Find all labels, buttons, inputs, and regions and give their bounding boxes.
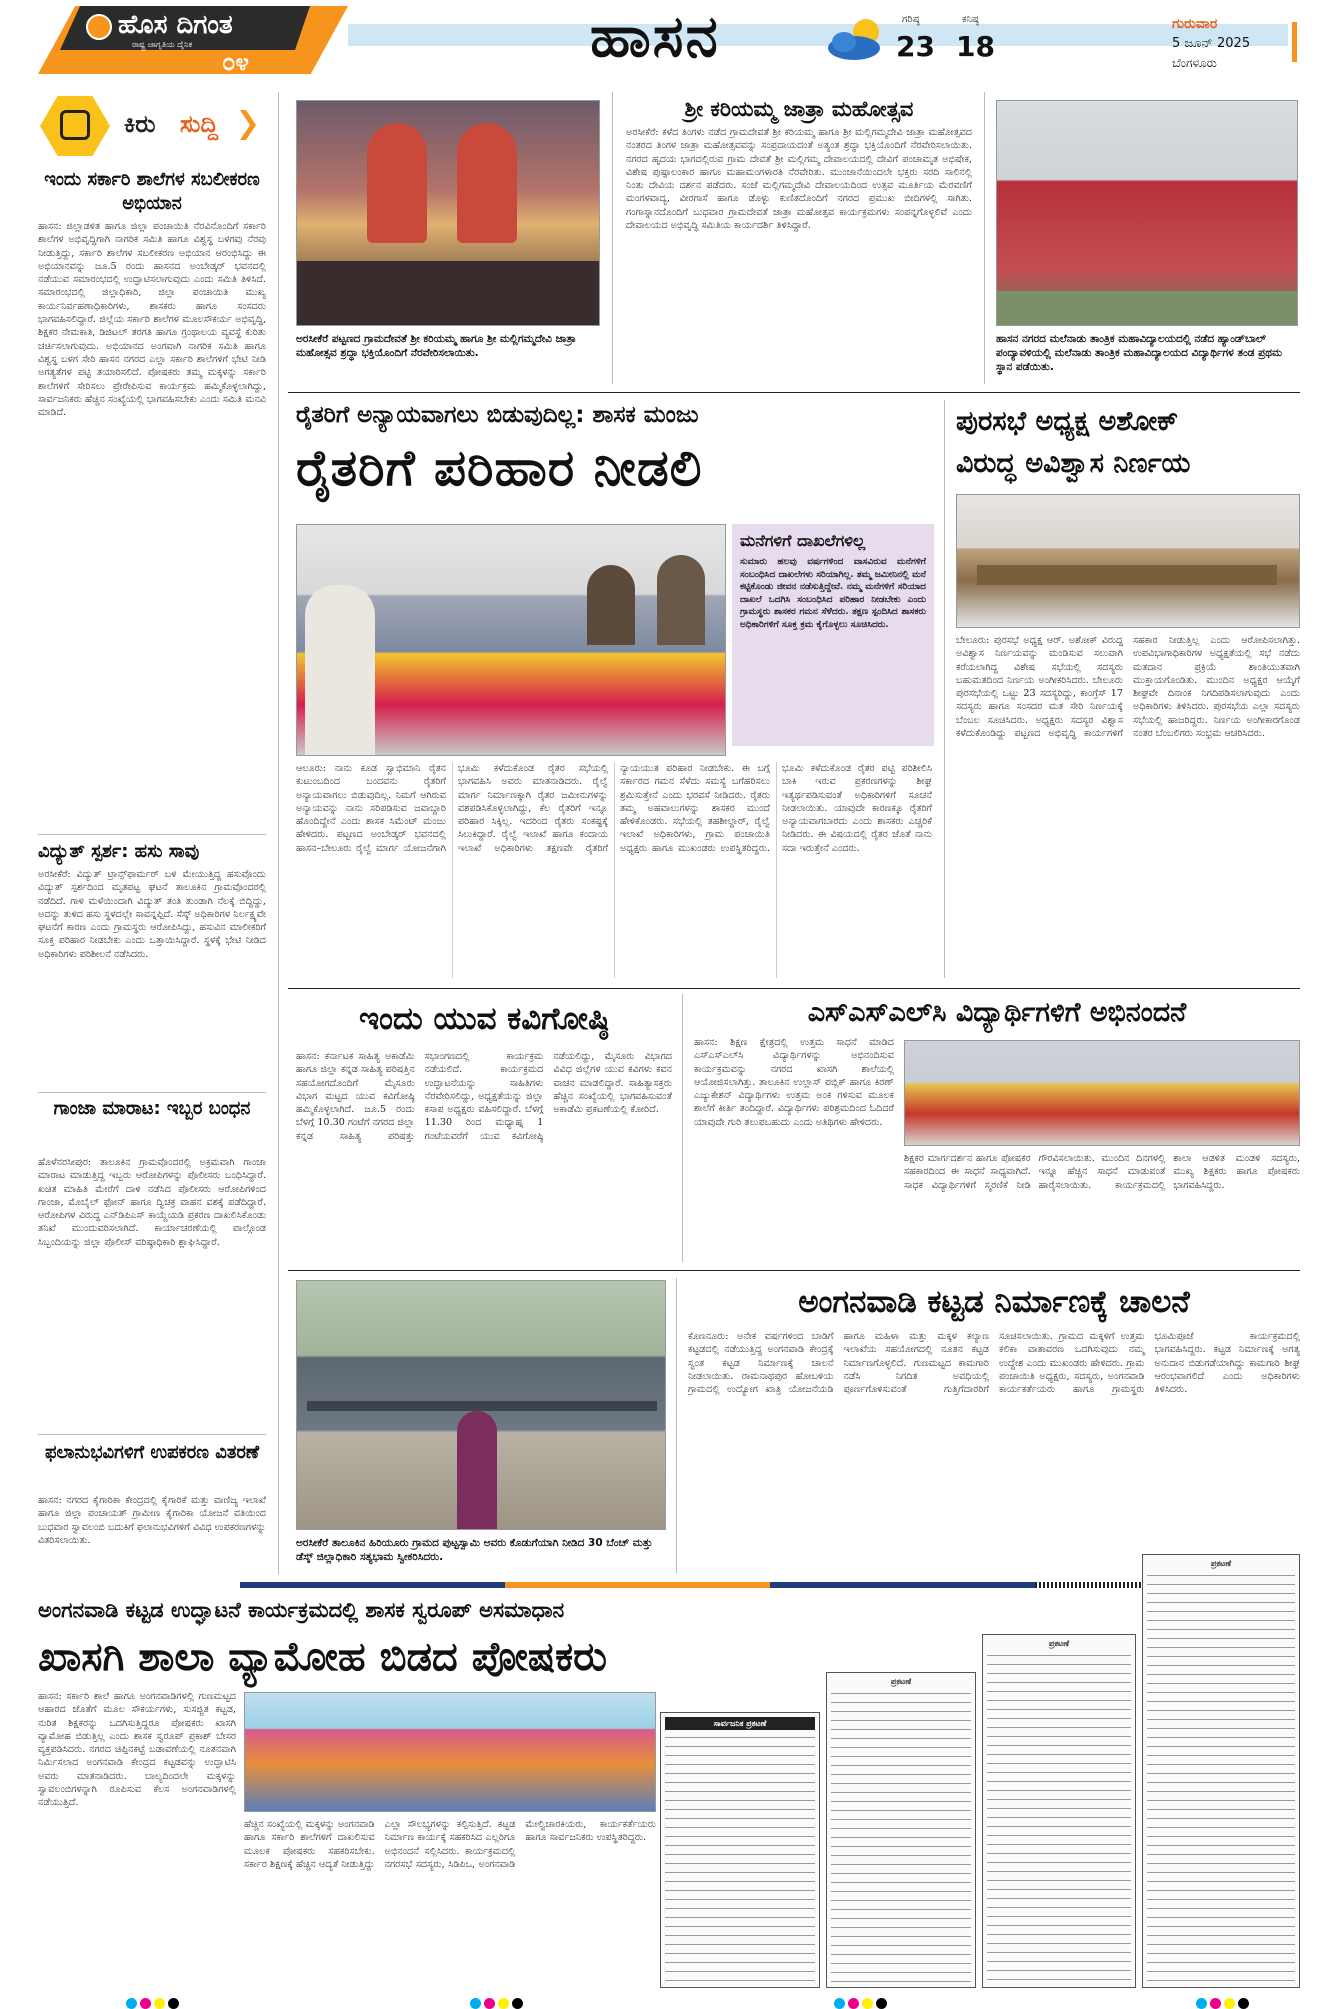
jatre-text: ಅರಸೀಕೆರೆ: ಕಳೆದ ತಿಂಗಳು ನಡೆದ ಗ್ರಾಮದೇವತೆ ಶ್ರೀ ಕರಿಯಮ್ಮ ಹಾಗೂ ಶ್ರೀ ಮಲ್ಲಿಗಮ್ಮದೇವಿ ಜಾತ್ರಾ ಮಹೋತ್ಸವದ ನಂತರದ ತಿಂಗಳ ಜಾತ್ರಾ ಮಹೋತ್ಸವವನ್ನು ಸಂಪ್ರದಾಯದಂತೆ ಅತ್ಯಂತ ಶ್ರದ್ಧಾ ಭಕ್ತಿಯೊಂದಿಗೆ ನೆರವೇರಿಸಲಾಯಿತು. ನಗರದ ಹೃದಯ ಭಾಗದಲ್ಲಿರುವ ಗ್ರಾಮ ದೇವತೆ ಶ್ರೀ ಮಲ್ಲಿಗಮ್ಮ ದೇವಾಲಯದಲ್ಲಿ ದೇವಿಗೆ ಪಂಚಾಮೃತ ಅಭಿಷೇಕ, ವಿಶೇಷ ಪುಷ್ಪಾಲಂಕಾರ ಹಾಗೂ ಮಹಾಮಂಗಳಾರತಿ ನೆರವೇರಿತು. ಮುಂಜಾನೆಯಿಂದಲೇ ಭಕ್ತರು ಸರದಿ ಸಾಲಿನಲ್ಲಿ ನಿಂತು ದೇವಿಯ ದರ್ಶನ ಪಡೆದರು. ಸಂಜೆ ಮಲ್ಲಿಗಮ್ಮದೇವಿ ದೇವಾಲಯದಿಂದ ಉತ್ಸವ ಮೂರ್ತಿಯ ಮೆರವಣಿಗೆ ಮಂಗಳವಾದ್ಯ, ವೀರಗಾಸೆ ಹಾಗೂ ಡೊಳ್ಳು ಕುಣಿತದೊಂದಿಗೆ ನಗರದ ಪ್ರಮುಖ ಬೀದಿಗಳಲ್ಲಿ ಸಾಗಿತು. ಗಂಗಾಸ್ನಾನದೊಂದಿಗೆ ಬುಧವಾರ ಗ್ರಾಮದೇವತೆ ಜಾತ್ರಾ ಮಹೋತ್ಸವ ಕಾರ್ಯಕ್ರಮಗಳು ಸಂಪನ್ನಗೊಳ್ಳಲಿವೆ ಎಂದು ದೇವಾಲಯದ ಅಭಿವೃದ್ಧಿ ಸಮಿತಿಯ ಕಾರ್ಯದರ್ಶಿ ತಿಳಿಸಿದ್ದಾರೆ. <box>626 127 972 232</box>
notice-2 <box>982 1634 1136 1988</box>
left-t4: ಹಾಸನ: ನಗರದ ಕೈಗಾರಿಕಾ ಕೇಂದ್ರದಲ್ಲಿ ಕೈಗಾರಿಕೆ ಮತ್ತು ವಾಣಿಜ್ಯ ಇಲಾಖೆ ಹಾಗೂ ಜಿಲ್ಲಾ ಪಂಚಾಯತ್ ಗ್ರಾಮೀಣ ಕೈಗಾರಿಕಾ ಯೋಜನೆ ವತಿಯಿಂದ ಬುಧವಾರ ಸ್ವಾವಲಂಬಿ ಬದುಕಿಗೆ ಫಲಾನುಭವಿಗಳಿಗೆ ವಿವಿಧ ಉಪಕರಣಗಳನ್ನು ವಿತರಿಸಲಾಯಿತು. <box>38 1495 266 1546</box>
bench-caption: ಅರಸೀಕೆರೆ ತಾಲೂಕಿನ ಹಿರಿಯೂರು ಗ್ರಾಮದ ಪುಟ್ಟಸ್ವಾಮಿ ಅವರು ಕೊಡುಗೆಯಾಗಿ ನೀಡಿದ 30 ಬೆಂಚ್ ಮತ್ತು ಡೆಸ್ಕ್ ಜಿಲ್ಲಾಧಿಕಾರಿ ಸತ್ಯಭಾಮ ಸ್ವೀಕರಿಸಿದರು. <box>296 1537 653 1563</box>
jatre-headline: ಶ್ರೀ ಕರಿಯಮ್ಮ ಜಾತ್ರಾ ಮಹೋತ್ಸವ <box>684 97 914 121</box>
left-h2: ವಿದ್ಯುತ್ ಸ್ಪರ್ಶ: ಹಸು ಸಾವು <box>38 841 200 862</box>
left-h3: ಗಾಂಜಾ ಮಾರಾಟ: ಇಬ್ಬರ ಬಂಧನ <box>53 1098 251 1119</box>
brand-subtitle: ರಾಷ್ಟ್ರ ಜಾಗೃತಿಯ ದೈನಿಕ <box>132 40 193 49</box>
registration-marks-2 <box>470 1994 526 2009</box>
min-temp-label: ಕನಿಷ್ಠ <box>962 14 979 25</box>
bottom-text-1: ಹಾಸನ: ಸರ್ಕಾರಿ ಶಾಲೆ ಹಾಗೂ ಅಂಗನವಾಡಿಗಳಲ್ಲಿ ಗುಣಮಟ್ಟದ ಆಹಾರದ ಜೊತೆಗೆ ಮೂಲ ಸೌಕರ್ಯಗಳು, ಸುಸಜ್ಜಿತ ಕಟ್ಟಡ, ನುರಿತ ಶಿಕ್ಷಕರನ್ನು ಒದಗಿಸುತ್ತಿದ್ದರೂ ಪೋಷಕರು ಖಾಸಗಿ ವ್ಯಾಮೋಹ ಬಿಡುತ್ತಿಲ್ಲ ಎಂದು ಶಾಸಕ ಸ್ವರೂಪ್ ಪ್ರಕಾಶ್ ಬೇಸರ ವ್ಯಕ್ತಪಡಿಸಿದರು. ನಗರದ ಚಿಪ್ಪಿನಕಟ್ಟೆ ಬಡಾವಣೆಯಲ್ಲಿ ನೂತನವಾಗಿ ನಿರ್ಮಿಸಲಾದ ಅಂಗನವಾಡಿ ಕೇಂದ್ರದ ಕಟ್ಟಡವನ್ನು ಉದ್ಘಾಟಿಸಿ ಅವರು ಮಾತನಾಡಿದರು. ಬಾಲ್ಯದಿಂದಲೇ ಮಕ್ಕಳನ್ನು ಸ್ವಾವಲಂಬಿಗಳನ್ನಾಗಿ ರೂಪಿಸುವ ಕೆಲಸ ಅಂಗನವಾಡಿಗಳಲ್ಲಿ ನಡೆಯುತ್ತಿದೆ. <box>38 1691 236 1809</box>
kiru-label: ಕಿರು <box>124 110 156 138</box>
notice-1 <box>826 1672 976 1988</box>
left-h4: ಫಲಾನುಭವಿಗಳಿಗೆ ಉಪಕರಣ ವಿತರಣೆ <box>44 1442 260 1463</box>
notice-3-title: ಪ್ರಕಟಣೆ <box>1210 1559 1232 1568</box>
anganwadi-headline: ಅಂಗನವಾಡಿ ಕಟ್ಟಡ ನಿರ್ಮಾಣಕ್ಕೆ ಚಾಲನೆ <box>798 1284 1190 1320</box>
left-t1: ಹಾಸನ: ಜಿಲ್ಲಾಡಳಿತ ಹಾಗೂ ಜಿಲ್ಲಾ ಪಂಚಾಯಿತಿ ನೆರವಿನೊಂದಿಗೆ ಸರ್ಕಾರಿ ಶಾಲೆಗಳ ಅಭಿವೃದ್ಧಿಗಾಗಿ ನಾಗರಿಕ ಸಮಿತಿ ಹಾಗೂ ವಿಶ್ವಸ್ಥ ಬಳಗವು ನೆರವು ನೀಡುತ್ತಿದ್ದು, ಸರ್ಕಾರಿ ಶಾಲೆಗಳ ಸಬಲೀಕರಣ ಅಭಿಯಾನ ಆರಂಭಿಸಿದ್ದು ಈ ಅಭಿಯಾನವನ್ನು ಜೂ.5 ರಂದು ಹಾಸನದ ಅಂಬೇಡ್ಕರ್ ಭವನದಲ್ಲಿ ನಡೆಯುವ ಸಮಾರಂಭದಲ್ಲಿ ಉದ್ಘಾಟಿಸಲಾಗುವುದು ಎಂದು ಸಮಿತಿ ತಿಳಿಸಿದೆ. ಸಮಾರಂಭದಲ್ಲಿ ಜಿಲ್ಲಾಧಿಕಾರಿ, ಜಿಲ್ಲಾ ಪಂಚಾಯಿತಿ ಮುಖ್ಯ ಕಾರ್ಯನಿರ್ವಹಣಾಧಿಕಾರಿಗಳು, ಶಾಸಕರು ಹಾಗೂ ಸಂಸದರು ಭಾಗವಹಿಸಲಿದ್ದಾರೆ. ಜಿಲ್ಲೆಯ ಸರ್ಕಾರಿ ಶಾಲೆಗಳ ಮೂಲಸೌಕರ್ಯ ಅಭಿವೃದ್ಧಿ, ಶಿಕ್ಷಕರ ನೇಮಕಾತಿ, ಡಿಜಿಟಲ್ ತರಗತಿ ಹಾಗೂ ಗ್ರಂಥಾಲಯ ವ್ಯವಸ್ಥೆ ಕುರಿತು ಚರ್ಚಿಸಲಾಗುವುದು. ಅಭಿಯಾನದ ಅಂಗವಾಗಿ ನಾಗರಿಕ ಸಮಿತಿ ಹಾಗೂ ವಿಶ್ವಸ್ಥ ಬಳಗ ಸೇರಿ ಹಾಸನ ನಗರದ ಎಲ್ಲಾ ಸರ್ಕಾರಿ ಶಾಲೆಗಳಿಗೆ ಭೇಟಿ ನೀಡಿ ಅಗತ್ಯತೆಗಳ ಪಟ್ಟಿ ತಯಾರಿಸಲಿದೆ. ಪೋಷಕರು ತಮ್ಮ ಮಕ್ಕಳನ್ನು ಸರ್ಕಾರಿ ಶಾಲೆಗಳಿಗೆ ಸೇರಿಸಲು ಪ್ರೇರೇಪಿಸುವ ಕಾರ್ಯಕ್ರಮ ಹಮ್ಮಿಕೊಳ್ಳಲಾಗಿದ್ದು, ಸಾರ್ವಜನಿಕರು ಹೆಚ್ಚಿನ ಸಂಖ್ಯೆಯಲ್ಲಿ ಭಾಗವಹಿಸಬೇಕು ಎಂದು ಸಮಿತಿ ಮನವಿ ಮಾಡಿದೆ. <box>38 221 266 419</box>
public-notice-title: ಸಾರ್ವಜನಿಕ ಪ್ರಕಟಣೆ <box>665 1717 815 1730</box>
lead-box-text: ಸುಮಾರು ಹಲವು ವರ್ಷಗಳಿಂದ ವಾಸವಿರುವ ಮನೆಗಳಿಗೆ ಸಂಬಂಧಿಸಿದ ದಾಖಲೆಗಳು ಸರಿಯಾಗಿಲ್ಲ. ತಮ್ಮ ಜಮೀನಿನಲ್ಲಿ ಮನೆ ಕಟ್ಟಿಕೊಂಡು ಜೀವನ ನಡೆಸುತ್ತಿದ್ದೇವೆ. ನಮ್ಮ ಮನೆಗಳಿಗೆ ಸರಿಯಾದ ದಾಖಲೆ ಒದಗಿಸಿ ಸಂಬಂಧಿಸಿದ ಪರಿಹಾರ ನೀಡಬೇಕು ಎಂದು ಗ್ರಾಮಸ್ಥರು ಶಾಸಕರ ಗಮನ ಸೆಳೆದರು. ತಕ್ಷಣ ಸ್ಪಂದಿಸಿದ ಶಾಸಕರು ಅಧಿಕಾರಿಗಳಿಗೆ ಸೂಕ್ತ ಕ್ರಮ ಕೈಗೊಳ್ಳಲು ಸೂಚಿಸಿದರು. <box>740 557 926 630</box>
sslc-photo <box>904 1040 1300 1146</box>
registration-marks-3 <box>834 1994 890 2009</box>
lead-box-headline: ಮನೆಗಳಿಗೆ ದಾಖಲೆಗಳಿಲ್ಲ <box>740 531 866 550</box>
lead-headline: ರೈತರಿಗೆ ಪರಿಹಾರ ನೀಡಲಿ <box>296 439 703 497</box>
jatre-photo <box>296 100 600 326</box>
lead-sidebar-box <box>732 524 934 746</box>
bottom-headline: ಖಾಸಗಿ ಶಾಲಾ ವ್ಯಾಮೋಹ ಬಿಡದ ಪೋಷಕರು <box>38 1634 607 1680</box>
poets-headline: ಇಂದು ಯುವ ಕವಿಗೋಷ್ಠಿ <box>358 1001 610 1037</box>
issue-date: 5 ಜೂನ್ 2025 <box>1172 36 1251 51</box>
suddi-label: ಸುದ್ದಿ <box>180 110 219 138</box>
bottom-kicker: ಅಂಗನವಾಡಿ ಕಟ್ಟಡ ಉದ್ಘಾಟನೆ ಕಾರ್ಯಕ್ರಮದಲ್ಲಿ ಶಾಸಕ ಸ್ವರೂಪ್ ಅಸಮಾಧಾನ <box>38 1598 565 1622</box>
brand-logo-icon <box>86 14 112 40</box>
council-photo <box>956 494 1300 628</box>
registration-marks-4 <box>1196 1994 1252 2009</box>
brand-name: ಹೊಸ ದಿಗಂತ <box>118 10 233 40</box>
jatre-caption: ಅರಸೀಕೆರೆ ಪಟ್ಟಣದ ಗ್ರಾಮದೇವತೆ ಶ್ರೀ ಕರಿಯಮ್ಮ ಹಾಗೂ ಶ್ರೀ ಮಲ್ಲಿಗಮ್ಮದೇವಿ ಜಾತ್ರಾ ಮಹೋತ್ಸವ ಶ್ರದ್ಧಾ ಭಕ್ತಿಯೊಂದಿಗೆ ನೆರವೇರಿಸಲಾಯಿತು. <box>296 333 577 359</box>
date-bar <box>1292 22 1297 62</box>
city: ಬೆಂಗಳೂರು <box>1172 56 1217 70</box>
anganwadi-text: ಕೊಣನೂರು: ಅನೇಕ ವರ್ಷಗಳಿಂದ ಬಾಡಿಗೆ ಕಟ್ಟಡದಲ್ಲಿ ನಡೆಯುತ್ತಿದ್ದ ಅಂಗನವಾಡಿ ಕೇಂದ್ರಕ್ಕೆ ಸ್ವಂತ ಕಟ್ಟಡ ನಿರ್ಮಾಣಕ್ಕೆ ಚಾಲನೆ ನೀಡಲಾಯಿತು. ರಾಮನಾಥಪುರ ಹೋಬಳಿಯ ಗ್ರಾಮದಲ್ಲಿ ಉದ್ಯೋಗ ಖಾತ್ರಿ ಯೋಜನೆಯಡಿ ಹಾಗೂ ಮಹಿಳಾ ಮತ್ತು ಮಕ್ಕಳ ಕಲ್ಯಾಣ ಇಲಾಖೆಯ ಸಹಯೋಗದಲ್ಲಿ ನೂತನ ಕಟ್ಟಡ ನಿರ್ಮಾಣಗೊಳ್ಳಲಿದೆ. ಗುಣಮಟ್ಟದ ಕಾಮಗಾರಿ ನಡೆಸಿ ನಿಗದಿತ ಅವಧಿಯಲ್ಲಿ ಪೂರ್ಣಗೊಳಿಸುವಂತೆ ಗುತ್ತಿಗೆದಾರರಿಗೆ ಸೂಚಿಸಲಾಯಿತು. ಗ್ರಾಮದ ಮಕ್ಕಳಿಗೆ ಉತ್ತಮ ಕಲಿಕಾ ವಾತಾವರಣ ಒದಗಿಸುವುದು ನಮ್ಮ ಉದ್ದೇಶ ಎಂದು ಮುಖಂಡರು ಹೇಳಿದರು. ಗ್ರಾಮ ಪಂಚಾಯಿತಿ ಅಧ್ಯಕ್ಷರು, ಸದಸ್ಯರು, ಅಂಗನವಾಡಿ ಕಾರ್ಯಕರ್ತೆಯರು ಹಾಗೂ ಗ್ರಾಮಸ್ಥರು ಭೂಮಿಪೂಜೆ ಕಾರ್ಯಕ್ರಮದಲ್ಲಿ ಭಾಗವಹಿಸಿದ್ದರು. ಕಟ್ಟಡ ನಿರ್ಮಾಣಕ್ಕೆ ಅಗತ್ಯ ಅನುದಾನ ಬಿಡುಗಡೆಯಾಗಿದ್ದು ಕಾಮಗಾರಿ ಶೀಘ್ರ ಆರಂಭವಾಗಲಿದೆ ಎಂದು ಅಧಿಕಾರಿಗಳು ತಿಳಿಸಿದರು. <box>688 1331 1300 1396</box>
masthead <box>0 0 1339 80</box>
chevron-icon <box>240 110 260 140</box>
page-number: ೦೪ <box>222 48 249 76</box>
notice-3 <box>1142 1554 1300 1988</box>
handball-caption: ಹಾಸನ ನಗರದ ಮಲೆನಾಡು ತಾಂತ್ರಿಕ ಮಹಾವಿದ್ಯಾಲಯದಲ್ಲಿ ನಡೆದ ಹ್ಯಾಂಡ್‌ಬಾಲ್ ಪಂದ್ಯಾವಳಿಯಲ್ಲಿ ಮಲೆನಾಡು ತಾಂತ್ರಿಕ ಮಹಾವಿದ್ಯಾಲಯದ ವಿದ್ಯಾರ್ಥಿಗಳ ತಂಡ ಪ್ರಥಮ ಸ್ಥಾನ ಪಡೆಯಿತು. <box>996 333 1283 373</box>
noconf-h1: ಪುರಸಭೆ ಅಧ್ಯಕ್ಷ ಅಶೋಕ್ <box>956 406 1179 437</box>
min-temp: 18 <box>956 30 995 63</box>
notice-2-title: ಪ್ರಕಟಣೆ <box>1048 1639 1070 1648</box>
notice-1-title: ಪ್ರಕಟಣೆ <box>890 1677 912 1686</box>
weekday: ಗುರುವಾರ <box>1172 16 1218 32</box>
lead-text: ಆಲೂರು: ನಾನು ಕೂಡ ಸ್ವಾಭಿಮಾನಿ ರೈತನ ಕುಟುಂಬದಿಂದ ಬಂದವನು ರೈತರಿಗೆ ಅನ್ಯಾಯವಾಗಲು ಬಿಡುವುದಿಲ್ಲ. ನಿಮಗೆ ಆಗಿರುವ ಅನ್ಯಾಯವನ್ನು ನಾನು ಸರಿಪಡಿಸುವ ಜವಾಬ್ದಾರಿ ಹೊಂದಿದ್ದೇನೆ ಎಂದು ಶಾಸಕ ಸಿಮೆಂಟ್ ಮಂಜು ಹೇಳಿದರು. ಪಟ್ಟಣದ ಅಂಬೇಡ್ಕರ್ ಭವನದಲ್ಲಿ ಹಾಸನ–ಬೇಲೂರು ರೈಲ್ವೆ ಮಾರ್ಗ ಯೋಜನೆಗಾಗಿ ಭೂಮಿ ಕಳೆದುಕೊಂಡ ರೈತರ ಸಭೆಯಲ್ಲಿ ಭಾಗವಹಿಸಿ ಅವರು ಮಾತನಾಡಿದರು. ರೈಲ್ವೆ ಮಾರ್ಗ ನಿರ್ಮಾಣಕ್ಕಾಗಿ ರೈತರ ಜಮೀನುಗಳನ್ನು ವಶಪಡಿಸಿಕೊಳ್ಳಲಾಗಿದ್ದು, ಕೆಲ ರೈತರಿಗೆ ಇನ್ನೂ ಪರಿಹಾರ ಸಿಕ್ಕಿಲ್ಲ. ಇದರಿಂದ ರೈತರು ಸಂಕಷ್ಟಕ್ಕೆ ಸಿಲುಕಿದ್ದಾರೆ. ರೈಲ್ವೆ ಇಲಾಖೆ ಹಾಗೂ ಕಂದಾಯ ಇಲಾಖೆ ಅಧಿಕಾರಿಗಳು ತಕ್ಷಣವೇ ರೈತರಿಗೆ ನ್ಯಾಯಯುತ ಪರಿಹಾರ ನೀಡಬೇಕು. ಈ ಬಗ್ಗೆ ಸರ್ಕಾರದ ಗಮನ ಸೆಳೆದು ಸಮಸ್ಯೆ ಬಗೆಹರಿಸಲು ಶ್ರಮಿಸುತ್ತೇನೆ ಎಂದು ಭರವಸೆ ನೀಡಿದರು. ರೈತರು ತಮ್ಮ ಅಹವಾಲುಗಳನ್ನು ಶಾಸಕರ ಮುಂದೆ ಹೇಳಿಕೊಂಡರು. ಸಭೆಯಲ್ಲಿ ತಹಶೀಲ್ದಾರ್, ರೈಲ್ವೆ ಇಲಾಖೆ ಅಧಿಕಾರಿಗಳು, ಗ್ರಾಮ ಪಂಚಾಯಿತಿ ಅಧ್ಯಕ್ಷರು ಹಾಗೂ ಮುಖಂಡರು ಉಪಸ್ಥಿತರಿದ್ದರು. ಭೂಮಿ ಕಳೆದುಕೊಂಡ ರೈತರ ಪಟ್ಟಿ ಪರಿಶೀಲಿಸಿ ಬಾಕಿ ಇರುವ ಪ್ರಕರಣಗಳನ್ನು ಶೀಘ್ರ ಇತ್ಯರ್ಥಪಡಿಸುವಂತೆ ಅಧಿಕಾರಿಗಳಿಗೆ ಸೂಚನೆ ನೀಡಲಾಯಿತು. ಯಾವುದೇ ಕಾರಣಕ್ಕೂ ರೈತರಿಗೆ ಅನ್ಯಾಯವಾಗಬಾರದು ಎಂದು ಶಾಸಕರು ಎಚ್ಚರಿಕೆ ನೀಡಿದರು. ಈ ವಿಷಯದಲ್ಲಿ ರೈತರ ಜೊತೆ ನಾನು ಸದಾ ಇರುತ್ತೇನೆ ಎಂದರು. <box>296 763 932 854</box>
noconf-text: ಬೇಲೂರು: ಪುರಸಭೆ ಅಧ್ಯಕ್ಷ ಆರ್. ಅಶೋಕ್ ವಿರುದ್ಧ ಅವಿಶ್ವಾಸ ನಿರ್ಣಯವನ್ನು ಮಂಡಿಸುವ ಸಲುವಾಗಿ ಕರೆಯಲಾಗಿದ್ದ ವಿಶೇಷ ಸಭೆಯಲ್ಲಿ ಸದಸ್ಯರು ಬಹುಮತದಿಂದ ನಿರ್ಣಯ ಅಂಗೀಕರಿಸಿದರು. ಬೇಲೂರು ಪುರಸಭೆಯಲ್ಲಿ ಒಟ್ಟು 23 ಸದಸ್ಯರಿದ್ದು, ಕಾಂಗ್ರೆಸ್ 17 ಸದಸ್ಯರು ಹಾಗೂ ಸಂಸದರ ಮತ ಸೇರಿ ನಿರ್ಣಯಕ್ಕೆ ಬೆಂಬಲ ಸೂಚಿಸಿದರು. ಅಧ್ಯಕ್ಷರು ಸದಸ್ಯರ ವಿಶ್ವಾಸ ಕಳೆದುಕೊಂಡಿದ್ದು ಪಟ್ಟಣದ ಅಭಿವೃದ್ಧಿ ಕಾರ್ಯಗಳಿಗೆ ಸಹಕಾರ ನೀಡುತ್ತಿಲ್ಲ ಎಂದು ಆರೋಪಿಸಲಾಗಿತ್ತು. ಉಪವಿಭಾಗಾಧಿಕಾರಿಗಳ ಅಧ್ಯಕ್ಷತೆಯಲ್ಲಿ ಸಭೆ ನಡೆದು ಮತದಾನ ಪ್ರಕ್ರಿಯೆ ಶಾಂತಿಯುತವಾಗಿ ಮುಕ್ತಾಯಗೊಂಡಿತು. ಮುಂದಿನ ಅಧ್ಯಕ್ಷರ ಆಯ್ಕೆಗೆ ಶೀಘ್ರವೇ ದಿನಾಂಕ ನಿಗದಿಪಡಿಸಲಾಗುವುದು ಎಂದು ಅಧಿಕಾರಿಗಳು ತಿಳಿಸಿದರು. ಪುರಸಭೆಯ ಎಲ್ಲಾ ಸದಸ್ಯರು ಸಭೆಯಲ್ಲಿ ಹಾಜರಿದ್ದರು. ನಿರ್ಣಯ ಅಂಗೀಕಾರಗೊಂಡ ನಂತರ ಬೆಂಬಲಿಗರು ಸಂಭ್ರಮ ಆಚರಿಸಿದರು. <box>956 635 1300 740</box>
public-notice <box>660 1712 820 1988</box>
left-t3: ಹೊಳೆನರಸೀಪುರ: ತಾಲೂಕಿನ ಗ್ರಾಮವೊಂದರಲ್ಲಿ ಅಕ್ರಮವಾಗಿ ಗಾಂಜಾ ಮಾರಾಟ ಮಾಡುತ್ತಿದ್ದ ಇಬ್ಬರು ಆರೋಪಿಗಳನ್ನು ಪೊಲೀಸರು ಬಂಧಿಸಿದ್ದಾರೆ. ಖಚಿತ ಮಾಹಿತಿ ಮೇರೆಗೆ ದಾಳಿ ನಡೆಸಿದ ಪೊಲೀಸರು ಆರೋಪಿಗಳಿಂದ ಗಾಂಜಾ, ಮೊಬೈಲ್ ಫೋನ್ ಹಾಗೂ ದ್ವಿಚಕ್ರ ವಾಹನ ವಶಕ್ಕೆ ಪಡೆದಿದ್ದಾರೆ. ಆರೋಪಿಗಳ ವಿರುದ್ಧ ಎನ್‌ಡಿಪಿಎಸ್ ಕಾಯ್ದೆಯಡಿ ಪ್ರಕರಣ ದಾಖಲಿಸಿಕೊಂಡು ತನಿಖೆ ಮುಂದುವರಿಸಲಾಗಿದೆ. ಕಾರ್ಯಾಚರಣೆಯಲ್ಲಿ ಪಾಲ್ಗೊಂಡ ಸಿಬ್ಬಂದಿಯನ್ನು ಜಿಲ್ಲಾ ಪೊಲೀಸ್ ವರಿಷ್ಠಾಧಿಕಾರಿ ಶ್ಲಾಘಿಸಿದ್ದಾರೆ. <box>38 1157 266 1248</box>
poets-text: ಹಾಸನ: ಕರ್ನಾಟಕ ಸಾಹಿತ್ಯ ಅಕಾಡೆಮಿ ಹಾಗೂ ಜಿಲ್ಲಾ ಕನ್ನಡ ಸಾಹಿತ್ಯ ಪರಿಷತ್ತಿನ ಸಹಯೋಗದೊಂದಿಗೆ ಮೈಸೂರು ವಿಭಾಗ ಮಟ್ಟದ ಯುವ ಕವಿಗೋಷ್ಠಿ ಹಮ್ಮಿಕೊಳ್ಳಲಾಗಿದೆ. ಜೂ.5 ರಂದು ಬೆಳಗ್ಗೆ 10.30 ಗಂಟೆಗೆ ನಗರದ ಜಿಲ್ಲಾ ಕನ್ನಡ ಸಾಹಿತ್ಯ ಪರಿಷತ್ತು ಸಭಾಂಗಣದಲ್ಲಿ ಕಾರ್ಯಕ್ರಮ ನಡೆಯಲಿದೆ. ಕಾರ್ಯಕ್ರಮದ ಉದ್ಘಾಟನೆಯನ್ನು ಸಾಹಿತಿಗಳು ನೆರವೇರಿಸಲಿದ್ದು, ಅಧ್ಯಕ್ಷತೆಯನ್ನು ಜಿಲ್ಲಾ ಕಸಾಪ ಅಧ್ಯಕ್ಷರು ವಹಿಸಲಿದ್ದಾರೆ. ಬೆಳಗ್ಗೆ 11.30 ರಿಂದ ಮಧ್ಯಾಹ್ನ 1 ಗಂಟೆಯವರೆಗೆ ಯುವ ಕವಿಗೋಷ್ಠಿ ನಡೆಯಲಿದ್ದು, ಮೈಸೂರು ವಿಭಾಗದ ವಿವಿಧ ಜಿಲ್ಲೆಗಳ ಯುವ ಕವಿಗಳು ಕವನ ವಾಚನ ಮಾಡಲಿದ್ದಾರೆ. ಸಾಹಿತ್ಯಾಸಕ್ತರು ಹೆಚ್ಚಿನ ಸಂಖ್ಯೆಯಲ್ಲಿ ಭಾಗವಹಿಸುವಂತೆ ಅಕಾಡೆಮಿ ಪ್ರಕಟಣೆಯಲ್ಲಿ ಕೋರಿದೆ. <box>296 1051 672 1142</box>
left-h1: ಇಂದು ಸರ್ಕಾರಿ ಶಾಲೆಗಳ ಸಬಲೀಕರಣ ಅಭಿಯಾನ <box>44 169 260 214</box>
max-temp-label: ಗರಿಷ್ಠ <box>902 14 920 25</box>
bottom-text-2: ಹೆಚ್ಚಿನ ಸಂಖ್ಯೆಯಲ್ಲಿ ಮಕ್ಕಳನ್ನು ಅಂಗನವಾಡಿ ಹಾಗೂ ಸರ್ಕಾರಿ ಶಾಲೆಗಳಿಗೆ ದಾಖಲಿಸುವ ಮೂಲಕ ಪೋಷಕರು ಸಹಕರಿಸಬೇಕು. ಸರ್ಕಾರ ಶಿಕ್ಷಣಕ್ಕೆ ಹೆಚ್ಚಿನ ಆದ್ಯತೆ ನೀಡುತ್ತಿದ್ದು ಎಲ್ಲಾ ಸೌಲಭ್ಯಗಳನ್ನು ಕಲ್ಪಿಸುತ್ತಿದೆ. ಕಟ್ಟಡ ನಿರ್ಮಾಣ ಕಾರ್ಯಕ್ಕೆ ಸಹಕರಿಸಿದ ಎಲ್ಲರಿಗೂ ಅಭಿನಂದನೆ ಸಲ್ಲಿಸಿದರು. ಕಾರ್ಯಕ್ರಮದಲ್ಲಿ ನಗರಸಭೆ ಸದಸ್ಯರು, ಸಿಡಿಪಿಒ, ಅಂಗನವಾಡಿ ಮೇಲ್ವಿಚಾರಕಿಯರು, ಕಾರ್ಯಕರ್ತೆಯರು ಹಾಗೂ ಸಾರ್ವಜನಿಕರು ಉಪಸ್ಥಿತರಿದ್ದರು. <box>244 1819 656 1870</box>
lead-photo <box>296 524 726 756</box>
sslc-text-1: ಹಾಸನ: ಶಿಕ್ಷಣ ಕ್ಷೇತ್ರದಲ್ಲಿ ಉತ್ತಮ ಸಾಧನೆ ಮಾಡಿದ ಎಸ್‌ಎಸ್‌ಎಲ್‌ಸಿ ವಿದ್ಯಾರ್ಥಿಗಳನ್ನು ಅಭಿನಂದಿಸುವ ಕಾರ್ಯಕ್ರಮವನ್ನು ನಗರದ ಖಾಸಗಿ ಶಾಲೆಯಲ್ಲಿ ಆಯೋಜಿಸಲಾಗಿತ್ತು. ತಾಲೂಕಿನ ಉಲ್ಲಾಸ್ ಪಬ್ಲಿಕ್ ಹಾಗೂ ಕಿರಣ್ ಎಜ್ಯುಕೇಶನ್ ವಿದ್ಯಾರ್ಥಿಗಳು ಉತ್ತಮ ಅಂಕ ಗಳಿಸುವ ಮೂಲಕ ಶಾಲೆಗೆ ಕೀರ್ತಿ ತಂದಿದ್ದಾರೆ. ವಿದ್ಯಾರ್ಥಿಗಳು ಪರಿಶ್ರಮದಿಂದ ಓದಿದರೆ ಯಾವುದೇ ಗುರಿ ತಲುಪಬಹುದು ಎಂದು ಅತಿಥಿಗಳು ಹೇಳಿದರು. <box>694 1037 894 1128</box>
lead-kicker: ರೈತರಿಗೆ ಅನ್ಯಾಯವಾಗಲು ಬಿಡುವುದಿಲ್ಲ: ಶಾಸಕ ಮಂಜು <box>296 402 699 428</box>
sslc-text-2: ಶಿಕ್ಷಕರ ಮಾರ್ಗದರ್ಶನ ಹಾಗೂ ಪೋಷಕರ ಸಹಕಾರದಿಂದ ಈ ಸಾಧನೆ ಸಾಧ್ಯವಾಗಿದೆ. ಸಾಧಕ ವಿದ್ಯಾರ್ಥಿಗಳಿಗೆ ಸ್ಮರಣಿಕೆ ನೀಡಿ ಗೌರವಿಸಲಾಯಿತು. ಮುಂದಿನ ದಿನಗಳಲ್ಲಿ ಇನ್ನೂ ಹೆಚ್ಚಿನ ಸಾಧನೆ ಮಾಡುವಂತೆ ಹಾರೈಸಲಾಯಿತು. ಕಾರ್ಯಕ್ರಮದಲ್ಲಿ ಶಾಲಾ ಆಡಳಿತ ಮಂಡಳಿ ಸದಸ್ಯರು, ಮುಖ್ಯ ಶಿಕ್ಷಕರು ಹಾಗೂ ಪೋಷಕರು ಭಾಗವಹಿಸಿದ್ದರು. <box>904 1153 1300 1191</box>
color-strip <box>240 1582 1300 1588</box>
bottom-photo <box>244 1692 656 1812</box>
max-temp: 23 <box>896 30 935 63</box>
left-t2: ಅರಸೀಕೆರೆ: ವಿದ್ಯುತ್ ಟ್ರಾನ್ಸ್‌ಫಾರ್ಮರ್ ಬಳಿ ಮೇಯುತ್ತಿದ್ದ ಹಸುವೊಂದು ವಿದ್ಯುತ್ ಸ್ಪರ್ಶದಿಂದ ಮೃತಪಟ್ಟ ಘಟನೆ ತಾಲೂಕಿನ ಗ್ರಾಮವೊಂದರಲ್ಲಿ ನಡೆದಿದೆ. ಗಾಳಿ ಮಳೆಯಿಂದಾಗಿ ವಿದ್ಯುತ್ ತಂತಿ ತುಂಡಾಗಿ ನೆಲಕ್ಕೆ ಬಿದ್ದಿದ್ದು, ಅದನ್ನು ತುಳಿದ ಹಸು ಸ್ಥಳದಲ್ಲೇ ಸಾವನ್ನಪ್ಪಿದೆ. ಸೆಸ್ಕ್ ಅಧಿಕಾರಿಗಳ ನಿರ್ಲಕ್ಷ್ಯವೇ ಘಟನೆಗೆ ಕಾರಣ ಎಂದು ಗ್ರಾಮಸ್ಥರು ಆರೋಪಿಸಿದ್ದು, ಹಸುವಿನ ಮಾಲೀಕರಿಗೆ ಸೂಕ್ತ ಪರಿಹಾರ ನೀಡಬೇಕು ಎಂದು ಒತ್ತಾಯಿಸಿದ್ದಾರೆ. ಸ್ಥಳಕ್ಕೆ ಭೇಟಿ ನೀಡಿದ ಅಧಿಕಾರಿಗಳು ಪರಿಶೀಲನೆ ನಡೆಸಿದರು. <box>38 869 266 960</box>
weather-icon <box>822 14 892 62</box>
edition-name: ಹಾಸನ <box>590 2 720 70</box>
kiru-suddi-logo <box>40 96 260 156</box>
sslc-headline: ಎಸ್‌ಎಸ್‌ಎಲ್‌ಸಿ ವಿದ್ಯಾರ್ಥಿಗಳಿಗೆ ಅಭಿನಂದನೆ <box>807 997 1187 1028</box>
noconf-h2: ವಿರುದ್ಧ ಅವಿಶ್ವಾಸ ನಿರ್ಣಯ <box>956 448 1191 479</box>
masthead-rule <box>348 24 1288 46</box>
handball-photo <box>996 100 1298 326</box>
registration-marks <box>126 1994 182 2009</box>
bench-photo <box>296 1280 666 1530</box>
